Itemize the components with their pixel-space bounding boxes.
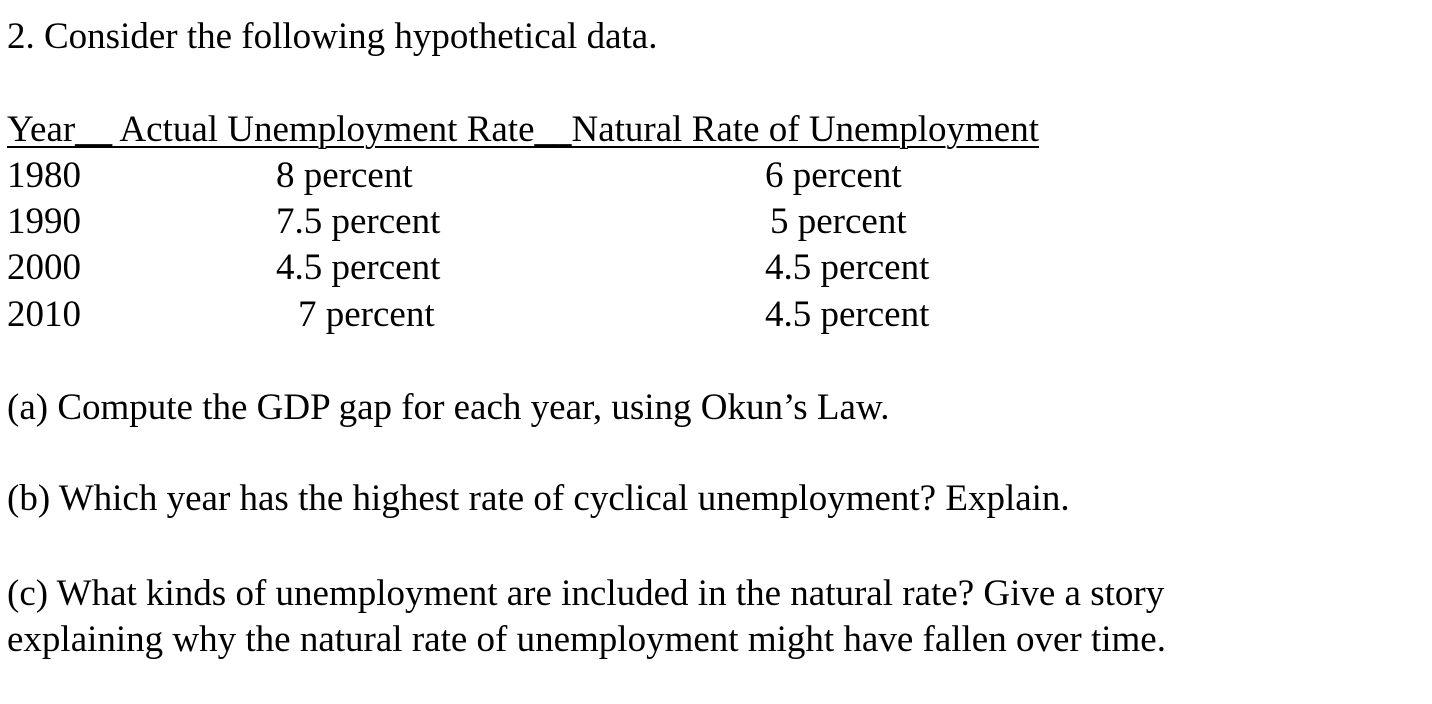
table-row (0, 199, 1432, 245)
table-header-text: Year__ Actual Unemployment Rate__Natural Rate of Unemployment (7, 109, 1040, 150)
table-header (7, 107, 1039, 153)
table-row (0, 153, 1432, 199)
question-title: 2. Consider the following hypothetical data. (7, 16, 658, 57)
question-part-a: (a) Compute the GDP gap for each year, using Okun’s Law. (7, 387, 890, 428)
actual-rate-cell: 8 percent (276, 155, 413, 196)
year-cell: 1980 (7, 155, 81, 196)
year-cell: 2000 (7, 247, 81, 288)
year-cell: 1990 (7, 201, 81, 242)
actual-rate-cell: 4.5 percent (276, 247, 441, 288)
question-part-b: (b) Which year has the highest rate of cyclical unemployment? Explain. (7, 478, 1070, 519)
table-row (0, 292, 1432, 338)
question-part-c (7, 571, 1166, 663)
year-cell: 2010 (7, 294, 81, 335)
question-part-c-line2: explaining why the natural rate of unemployment might have fallen over time. (7, 619, 1166, 660)
table-row (0, 245, 1432, 291)
natural-rate-cell: 5 percent (770, 201, 907, 242)
natural-rate-cell: 4.5 percent (765, 294, 930, 335)
natural-rate-cell: 6 percent (765, 155, 902, 196)
actual-rate-cell: 7 percent (298, 294, 435, 335)
question-part-c-line1: (c) What kinds of unemployment are included in the natural rate? Give a story (7, 573, 1165, 614)
natural-rate-cell: 4.5 percent (765, 247, 930, 288)
actual-rate-cell: 7.5 percent (276, 201, 441, 242)
